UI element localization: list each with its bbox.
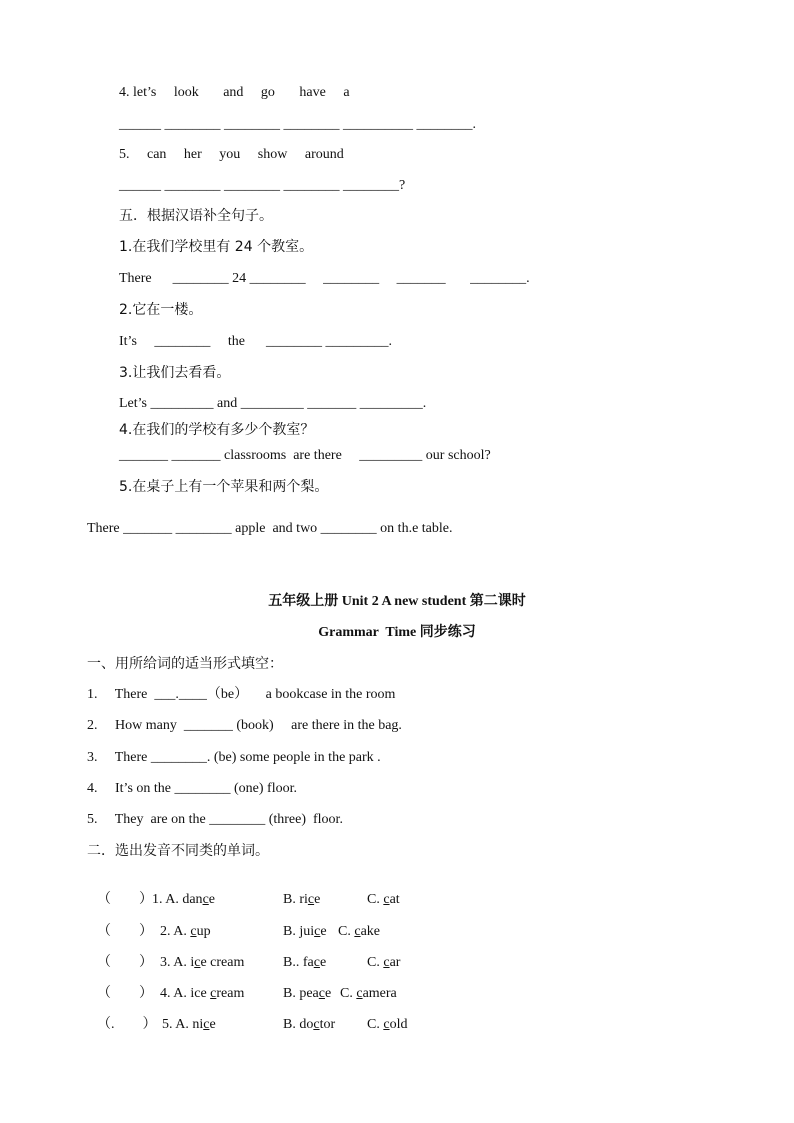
s4-english: _______ _______ classrooms are there _________ our school? bbox=[119, 448, 491, 463]
q5-words: 5. can her you show around bbox=[119, 147, 344, 162]
s2-english: It’s ________ the ________ _________. bbox=[119, 334, 392, 349]
option-c-rest: old bbox=[389, 1017, 408, 1032]
underlined-letter: c bbox=[383, 1017, 390, 1032]
underlined-letter: c bbox=[314, 924, 321, 939]
option-b-rest: e bbox=[314, 892, 321, 907]
s3-english: Let’s _________ and _________ _______ _________. bbox=[119, 396, 427, 411]
underlined-letter: c bbox=[354, 924, 361, 939]
underlined-letter: c bbox=[203, 1017, 210, 1032]
part1-item-3: 3. There ________. (be) some people in the park . bbox=[87, 750, 381, 765]
s1-chinese: 1.在我们学校里有 24 个教室。 bbox=[119, 239, 314, 255]
option-c-rest: ar bbox=[389, 955, 401, 970]
s5-english: There _______ ________ apple and two ________ on th.e table. bbox=[87, 521, 453, 536]
option-b-rest: e bbox=[320, 924, 327, 939]
part2-title: 二．选出发音不同类的单词。 bbox=[87, 843, 269, 859]
option-b-rest: e bbox=[324, 986, 332, 1001]
underlined-letter: c bbox=[383, 955, 390, 970]
option-c-rest: at bbox=[389, 892, 400, 907]
option-a-rest: ream bbox=[216, 986, 245, 1001]
part1-title: 一、用所给词的适当形式填空： bbox=[87, 656, 283, 672]
answer-paren[interactable]: （ ） bbox=[97, 955, 153, 970]
section5-title: 五．根据汉语补全句子。 bbox=[119, 208, 273, 224]
option-c: C. bbox=[367, 892, 384, 907]
option-c-rest: amera bbox=[362, 986, 397, 1001]
underlined-letter: c bbox=[313, 1017, 320, 1032]
underlined-letter: c bbox=[318, 986, 325, 1001]
q4-words: 4. let’s look and go have a bbox=[119, 85, 350, 100]
answer-paren[interactable]: （ ） bbox=[97, 892, 153, 907]
underlined-letter: c bbox=[202, 892, 209, 907]
underlined-letter: c bbox=[307, 892, 315, 907]
underlined-letter: c bbox=[194, 955, 201, 970]
option-b: B. ri bbox=[283, 892, 308, 907]
option-b-rest: e bbox=[319, 955, 327, 970]
option-a: 4. A. ice bbox=[160, 986, 211, 1001]
option-a-rest: up bbox=[196, 924, 211, 939]
option-b: B. jui bbox=[283, 924, 315, 939]
q4-blanks: ______ ________ ________ ________ __________ ________. bbox=[119, 117, 476, 132]
s2-chinese: 2.它在一楼。 bbox=[119, 302, 203, 318]
answer-paren[interactable]: （. ） bbox=[97, 1017, 157, 1032]
part2-row-1 bbox=[90, 873, 400, 909]
s5-chinese: 5.在桌子上有一个苹果和两个梨。 bbox=[119, 479, 329, 495]
option-c: C. bbox=[340, 986, 357, 1001]
worksheet-subtitle: Grammar Time 同步练习 bbox=[318, 625, 476, 640]
underlined-letter: c bbox=[190, 924, 197, 939]
s1-english: There ________ 24 ________ ________ _______ ________. bbox=[119, 271, 530, 286]
option-b: B. pea bbox=[283, 986, 319, 1001]
option-c: C. bbox=[338, 924, 355, 939]
option-a: 2. A. bbox=[160, 924, 191, 939]
option-a-rest: e bbox=[208, 892, 215, 907]
underlined-letter: c bbox=[210, 986, 217, 1001]
option-a: 5. A. ni bbox=[162, 1017, 204, 1032]
option-a: 3. A. i bbox=[160, 955, 195, 970]
part1-item-1: 1. There ___.____（be） a bookcase in the room bbox=[87, 687, 396, 702]
underlined-letter: c bbox=[383, 892, 390, 907]
underlined-letter: c bbox=[356, 986, 363, 1001]
option-b: B.. fa bbox=[283, 955, 314, 970]
option-b-rest: tor bbox=[319, 1017, 336, 1032]
option-a-rest: e bbox=[209, 1017, 216, 1032]
s3-chinese: 3.让我们去看看。 bbox=[119, 365, 231, 381]
option-a-rest: e cream bbox=[200, 955, 245, 970]
answer-paren[interactable]: （ ） bbox=[97, 986, 153, 1001]
q5-blanks: ______ ________ ________ ________ ________? bbox=[119, 178, 406, 193]
option-a: 1. A. dan bbox=[152, 892, 203, 907]
part1-item-2: 2. How many _______ (book) are there in the bag. bbox=[87, 718, 402, 733]
option-c-rest: ake bbox=[360, 924, 380, 939]
part2-row-5 bbox=[90, 998, 408, 1034]
option-c: C. bbox=[367, 1017, 384, 1032]
option-b: B. do bbox=[283, 1017, 314, 1032]
part1-item-4: 4. It’s on the ________ (one) floor. bbox=[87, 781, 297, 796]
option-c: C. bbox=[367, 955, 384, 970]
answer-paren[interactable]: （ ） bbox=[97, 924, 153, 939]
worksheet-title: 五年级上册 Unit 2 A new student 第二课时 bbox=[268, 594, 526, 609]
part1-item-5: 5. They are on the ________ (three) floor. bbox=[87, 812, 343, 827]
underlined-letter: c bbox=[313, 955, 320, 970]
s4-chinese: 4.在我们的学校有多少个教室？ bbox=[119, 422, 315, 438]
